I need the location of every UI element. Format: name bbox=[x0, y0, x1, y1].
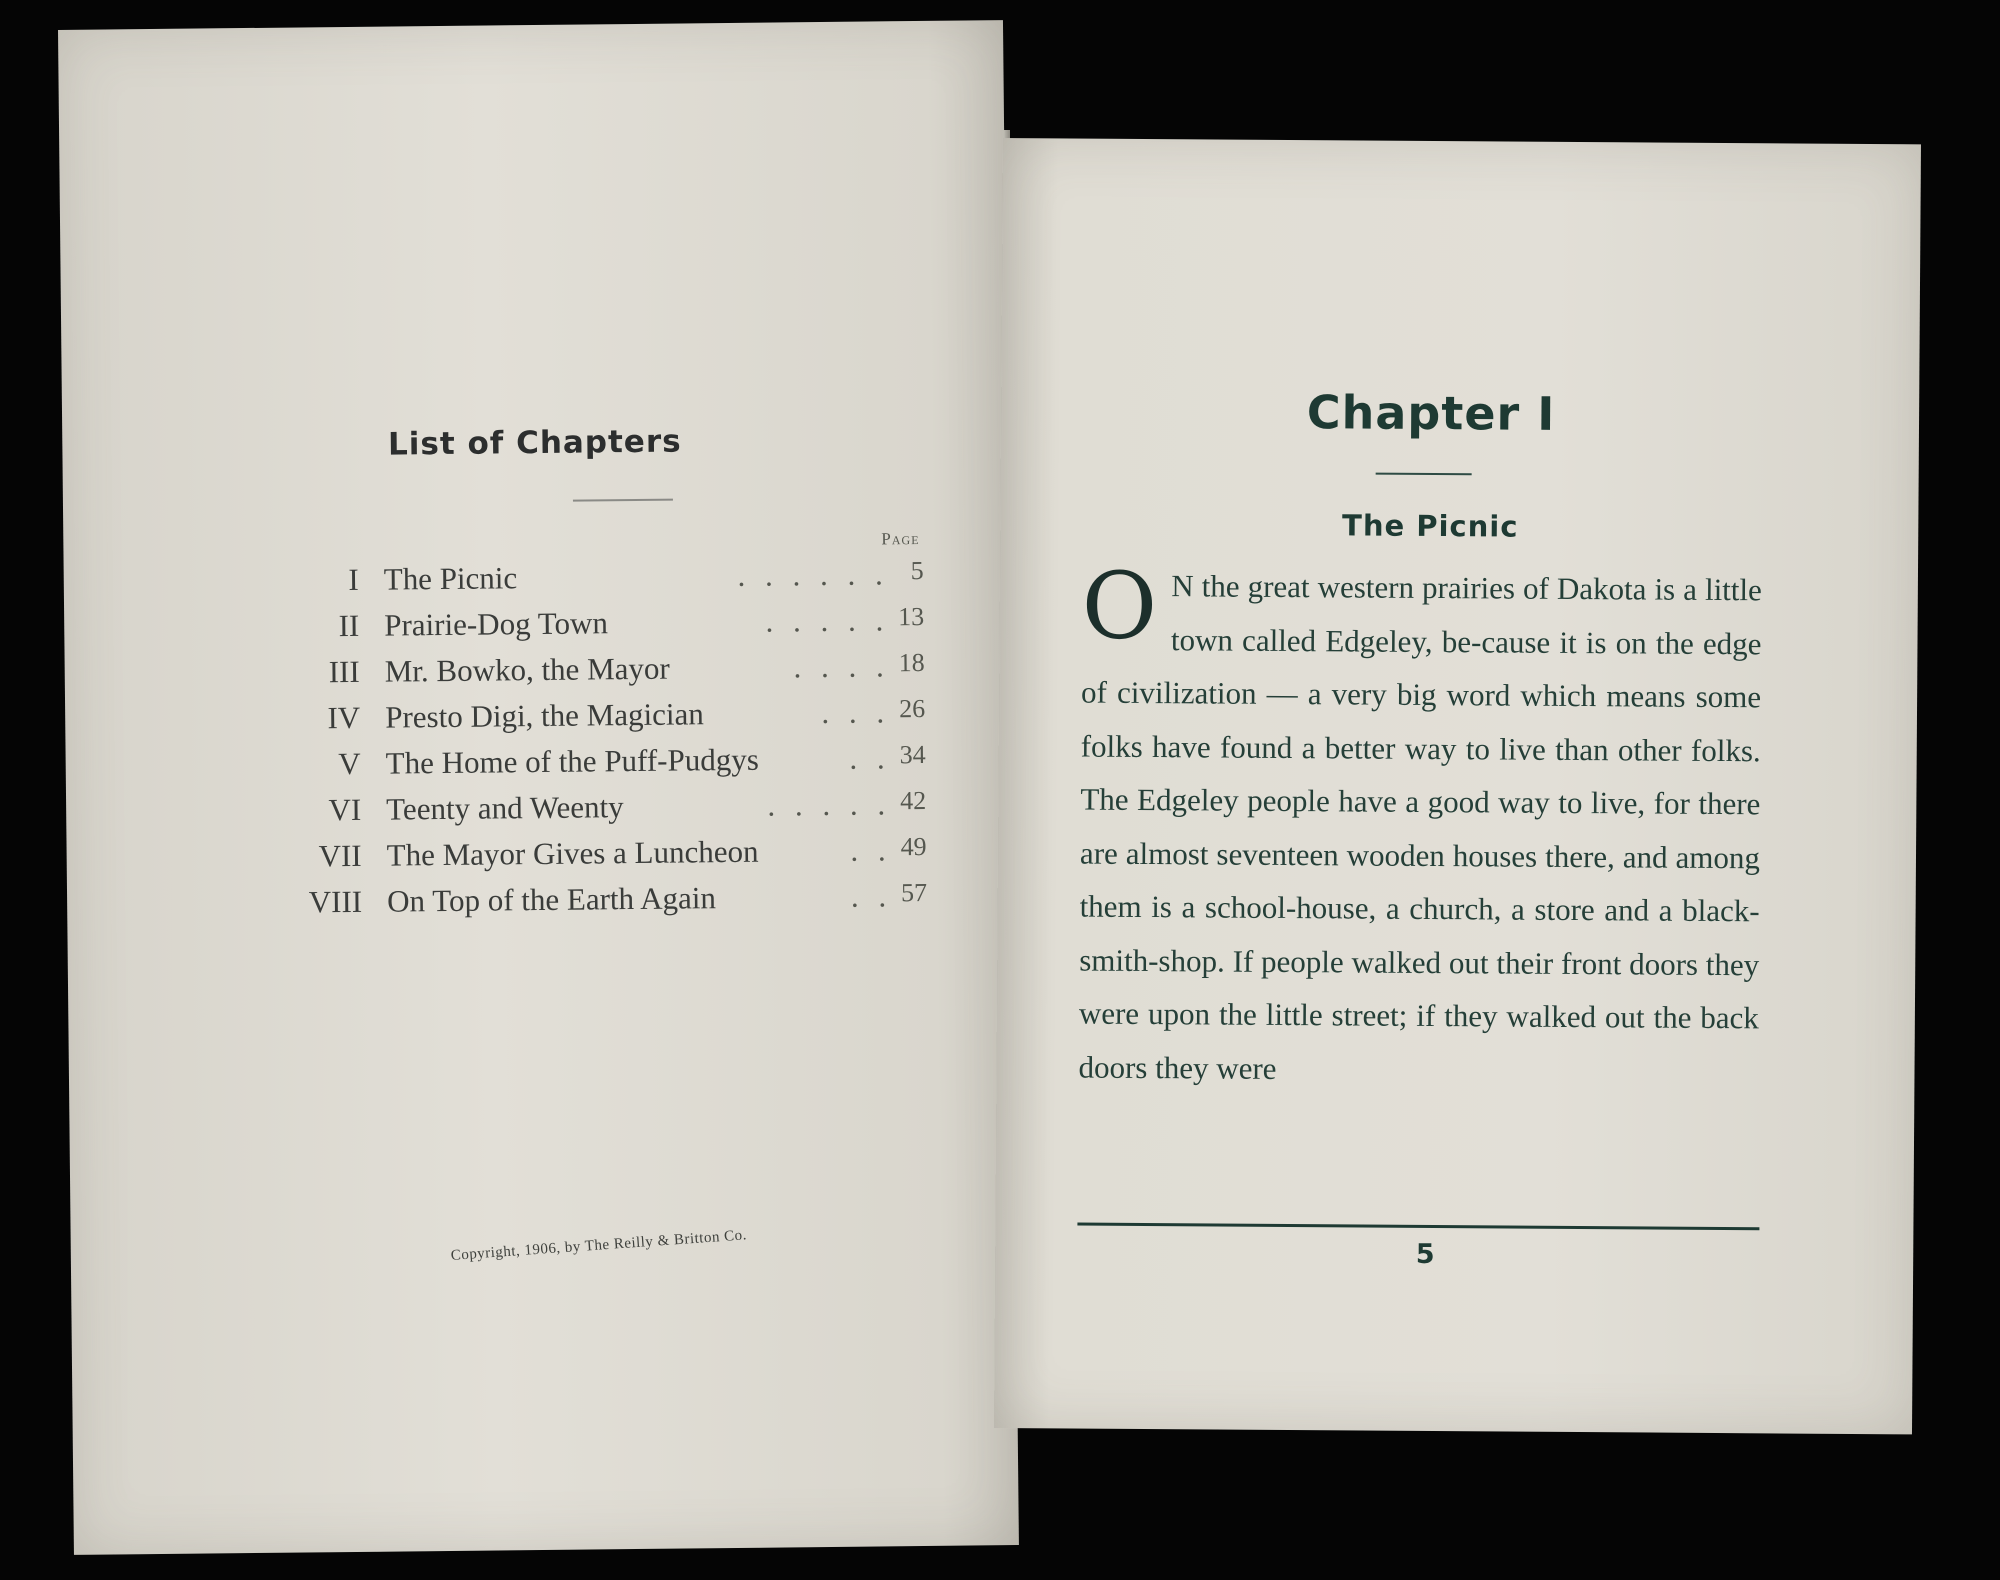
toc-entry-title: Mr. Bowko, the Mayor bbox=[384, 650, 670, 689]
toc-entry-title: On Top of the Earth Again bbox=[386, 880, 717, 919]
toc-divider bbox=[573, 499, 673, 502]
toc-entry-numeral: II bbox=[338, 607, 360, 644]
chapter-divider bbox=[1376, 473, 1472, 476]
toc-entry bbox=[247, 877, 1027, 931]
toc-entry-title: Prairie-Dog Town bbox=[384, 605, 609, 643]
chapter-heading: Chapter I bbox=[1306, 385, 1556, 441]
toc-entry-page: 5 bbox=[910, 555, 924, 586]
toc-entry bbox=[245, 693, 1025, 747]
toc-entry bbox=[246, 785, 1026, 839]
toc-entry-title: The Home of the Puff-Pudgys bbox=[385, 741, 759, 781]
toc-entry-title: Presto Digi, the Magician bbox=[385, 696, 704, 735]
toc-entry-page: 42 bbox=[899, 785, 927, 816]
toc-entry bbox=[244, 601, 1024, 655]
toc-entry-title: The Mayor Gives a Luncheon bbox=[386, 833, 759, 873]
toc-entry-title: Teenty and Weenty bbox=[385, 789, 624, 827]
left-page bbox=[58, 20, 1019, 1555]
toc-entry-leader: . . bbox=[850, 878, 893, 914]
footer-rule bbox=[1077, 1223, 1759, 1231]
toc-entry-numeral: I bbox=[348, 561, 359, 597]
toc-entry-numeral: IV bbox=[327, 699, 361, 736]
page-number: 5 bbox=[1415, 1238, 1435, 1271]
toc-entry-leader: . . . . bbox=[793, 648, 890, 685]
copyright-notice: Copyright, 1906, by The Reilly & Britton Co. bbox=[450, 1227, 748, 1264]
toc-entry-leader: . . . . . bbox=[767, 786, 892, 823]
toc-entry-page: 34 bbox=[899, 739, 926, 770]
toc-entry bbox=[246, 831, 1026, 885]
toc-entry-numeral: V bbox=[338, 745, 361, 782]
toc-entry-page: 18 bbox=[898, 647, 925, 678]
toc-entry-numeral: VIII bbox=[308, 883, 363, 920]
chapter-subtitle: The Picnic bbox=[1341, 508, 1519, 544]
toc-entry-numeral: VII bbox=[318, 837, 362, 874]
toc-entry-page: 13 bbox=[898, 601, 925, 632]
toc-entry bbox=[245, 647, 1025, 701]
toc-entry-leader: . . . . . bbox=[765, 602, 890, 639]
toc-entry-page: 26 bbox=[899, 693, 926, 724]
toc-entry bbox=[246, 739, 1026, 793]
toc-entry-numeral: VI bbox=[328, 791, 362, 828]
toc-list bbox=[244, 555, 1028, 931]
toc-entry-leader: . . . bbox=[821, 694, 891, 731]
toc-entry-leader: . . bbox=[849, 740, 891, 776]
chapter-body-text: N the great western prairies of Dakota is a little town called Edgeley, be-cause it is on the edge of civilization — a very big word which means some folks have found a better way to live than other folks. The Edgeley people have a good way to live, for there are almost seventeen wooden houses there, and among them is a school-house, a church, a store and a black-smith-shop. If people walked out their front doors they were upon the little street; if they walked out the back doors they were bbox=[1078, 568, 1762, 1086]
toc-entry-leader: . . bbox=[850, 832, 892, 868]
toc-title: List of Chapters bbox=[387, 423, 682, 463]
toc-page-column-heading: Page bbox=[881, 529, 920, 549]
toc-entry-page: 49 bbox=[900, 831, 927, 862]
chapter-body bbox=[1078, 552, 1762, 1099]
toc-entry bbox=[244, 555, 1024, 609]
toc-entry-page: 57 bbox=[900, 877, 928, 908]
right-page bbox=[994, 138, 1921, 1434]
toc-entry-numeral: III bbox=[328, 653, 360, 690]
toc-entry-leader: . . . . . . bbox=[737, 556, 889, 593]
toc-entry-title: The Picnic bbox=[383, 560, 518, 597]
drop-cap: O bbox=[1081, 552, 1158, 661]
